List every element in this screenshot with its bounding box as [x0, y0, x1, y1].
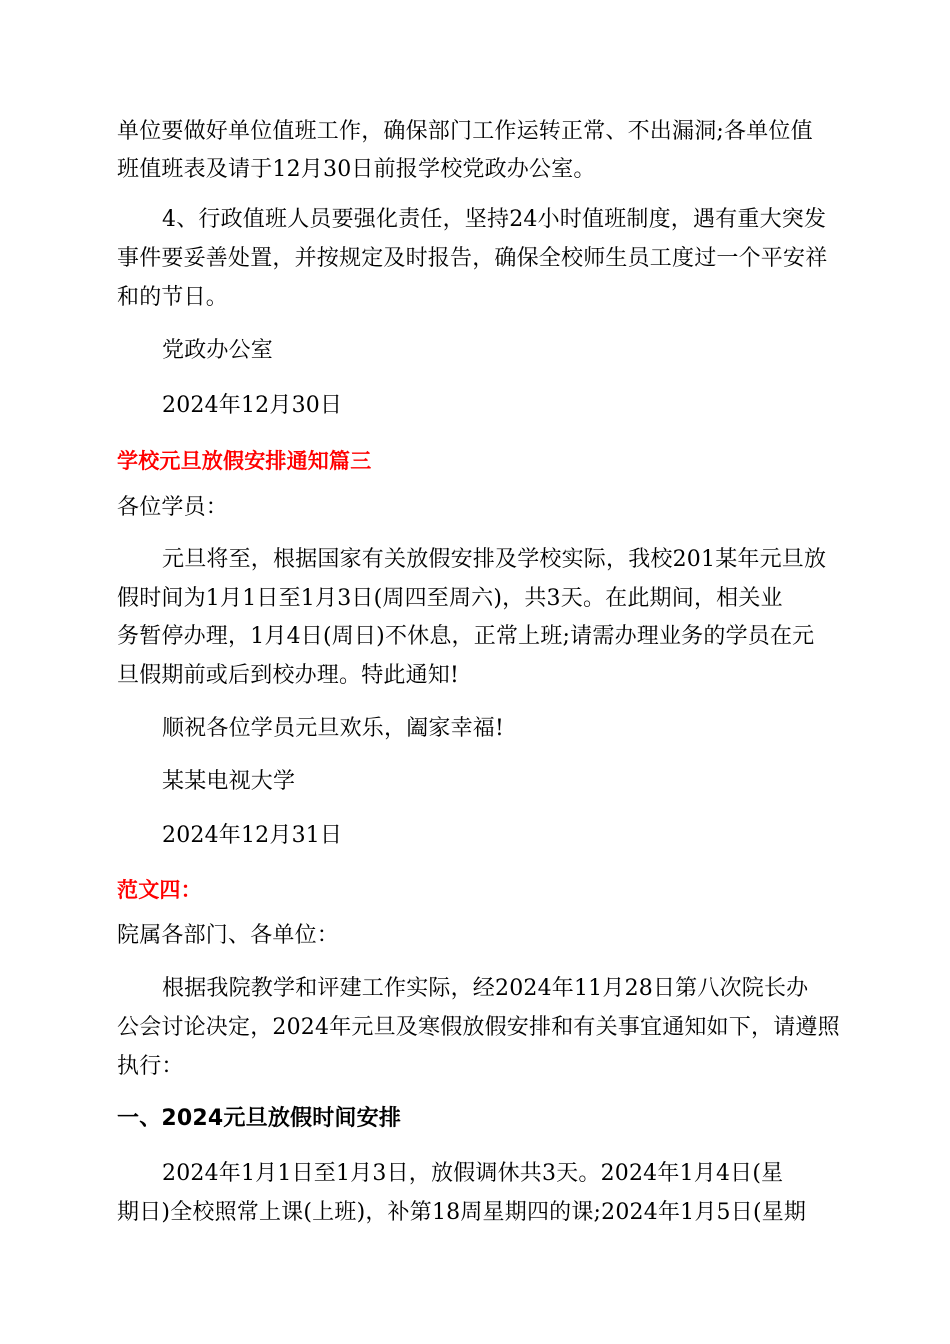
paragraph-line: 根据我院教学和评建工作实际，经2024年11月28日第八次院长办	[162, 976, 809, 1001]
paragraph-line: 执行：	[117, 1054, 184, 1079]
paragraph-line: 班值班表及请于12月30日前报学校党政办公室。	[117, 157, 596, 182]
paragraph-line: 假时间为1月1日至1月3日(周四至周六)，共3天。在此期间，相关业	[117, 586, 783, 611]
paragraph-line: 和的节日。	[117, 285, 229, 310]
salutation: 院属各部门、各单位：	[117, 923, 340, 948]
paragraph-line: 单位要做好单位值班工作，确保部门工作运转正常、不出漏洞;各单位值	[117, 119, 813, 144]
salutation: 各位学员：	[117, 495, 229, 520]
paragraph-line: 务暂停办理，1月4日(周日)不休息，正常上班;请需办理业务的学员在元	[117, 624, 815, 649]
section-heading: 范文四：	[117, 878, 202, 902]
section-heading: 学校元旦放假安排通知篇三	[117, 449, 372, 473]
paragraph-line: 事件要妥善处置，并按规定及时报告，确保全校师生员工度过一个平安祥	[117, 246, 828, 271]
signature-office: 党政办公室	[162, 338, 274, 363]
paragraph-line: 公会讨论决定，2024年元旦及寒假放假安排和有关事宜通知如下，请遵照	[117, 1015, 840, 1040]
subsection-heading: 一、2024元旦放假时间安排	[117, 1106, 402, 1131]
greeting-line: 顺祝各位学员元旦欢乐，阖家幸福!	[162, 716, 505, 741]
paragraph-line: 元旦将至，根据国家有关放假安排及学校实际，我校201某年元旦放	[162, 547, 827, 572]
signature-date: 2024年12月30日	[162, 393, 343, 418]
paragraph-line: 4、行政值班人员要强化责任，坚持24小时值班制度，遇有重大突发	[162, 207, 827, 232]
paragraph-line: 期日)全校照常上课(上班)，补第18周星期四的课;2024年1月5日(星期	[117, 1200, 807, 1225]
signature-office: 某某电视大学	[162, 769, 296, 794]
paragraph-line: 2024年1月1日至1月3日，放假调休共3天。2024年1月4日(星	[162, 1161, 784, 1186]
paragraph-line: 旦假期前或后到校办理。特此通知!	[117, 663, 460, 688]
signature-date: 2024年12月31日	[162, 823, 343, 848]
